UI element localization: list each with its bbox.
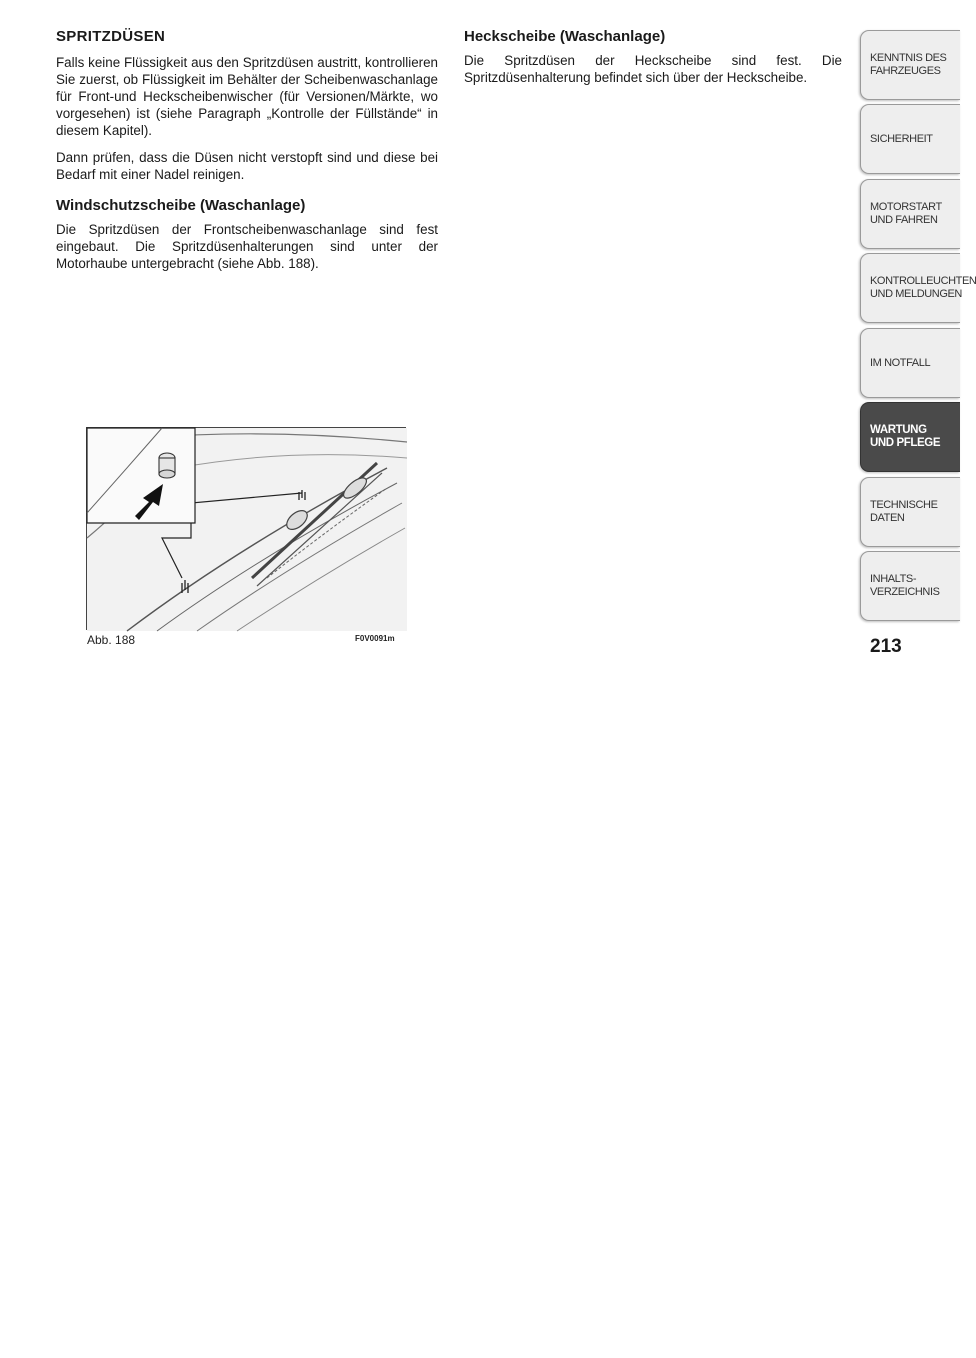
windscreen-paragraph: Die Spritzdüsen der Frontscheibenwaschanlage sind fest eingebaut. Die Spritzdüsenhalterungen sind unter der Motorhaube untergebracht (siehe Abb. 188). (56, 222, 438, 271)
rear-window-paragraph: Die Spritzdüsen der Heckscheibe sind fest. Die Spritzdüsenhalterung befindet sich über der Heckscheibe. (464, 53, 842, 85)
page-number: 213 (870, 636, 902, 657)
tab-kontrolleuchten-und-meldungen[interactable]: KONTROLLEUCHTEN UND MELDUNGEN (860, 253, 960, 323)
figure-caption: Abb. 188 (87, 633, 136, 647)
figure-code: F0V0091m (355, 634, 395, 643)
right-column (464, 28, 842, 96)
cleaning-paragraph: Dann prüfen, dass die Düsen nicht verstopft sind und diese bei Bedarf mit einer Nadel reinigen. (56, 150, 438, 182)
left-column (56, 28, 438, 282)
tab-sicherheit[interactable]: SICHERHEIT (860, 104, 960, 174)
tab-wartung-und-pflege[interactable]: WARTUNG UND PFLEGE (860, 402, 960, 472)
tab-technische-daten[interactable]: TECHNISCHE DATEN (860, 477, 960, 547)
section-heading: SPRITZDÜSEN (56, 28, 166, 45)
tab-inhaltsverzeichnis[interactable]: INHALTS- VERZEICHNIS (860, 551, 960, 621)
tab-kenntnis-des-fahrzeuges[interactable]: KENNTNIS DES FAHRZEUGES (860, 30, 960, 100)
tab-im-notfall[interactable]: IM NOTFALL (860, 328, 960, 398)
rear-window-subheading: Heckscheibe (Waschanlage) (464, 28, 666, 45)
windscreen-subheading: Windschutzscheibe (Waschanlage) (56, 197, 306, 214)
figure-windscreen-washer (86, 427, 406, 630)
washer-nozzle-illustration (87, 428, 407, 631)
intro-paragraph: Falls keine Flüssigkeit aus den Spritzdüsen austritt, kontrollieren Sie zuerst, ob Flüssigkeit im Behälter der Scheibenwaschanlage für Front-und Heckscheibenwischer (für Versionen/Märkte, wo vorgesehen) ist (siehe Paragraph „Kontrolle der Füllstände“ in diesem Kapitel). (56, 55, 438, 138)
tab-motorstart-und-fahren[interactable]: MOTORSTART UND FAHREN (860, 179, 960, 249)
